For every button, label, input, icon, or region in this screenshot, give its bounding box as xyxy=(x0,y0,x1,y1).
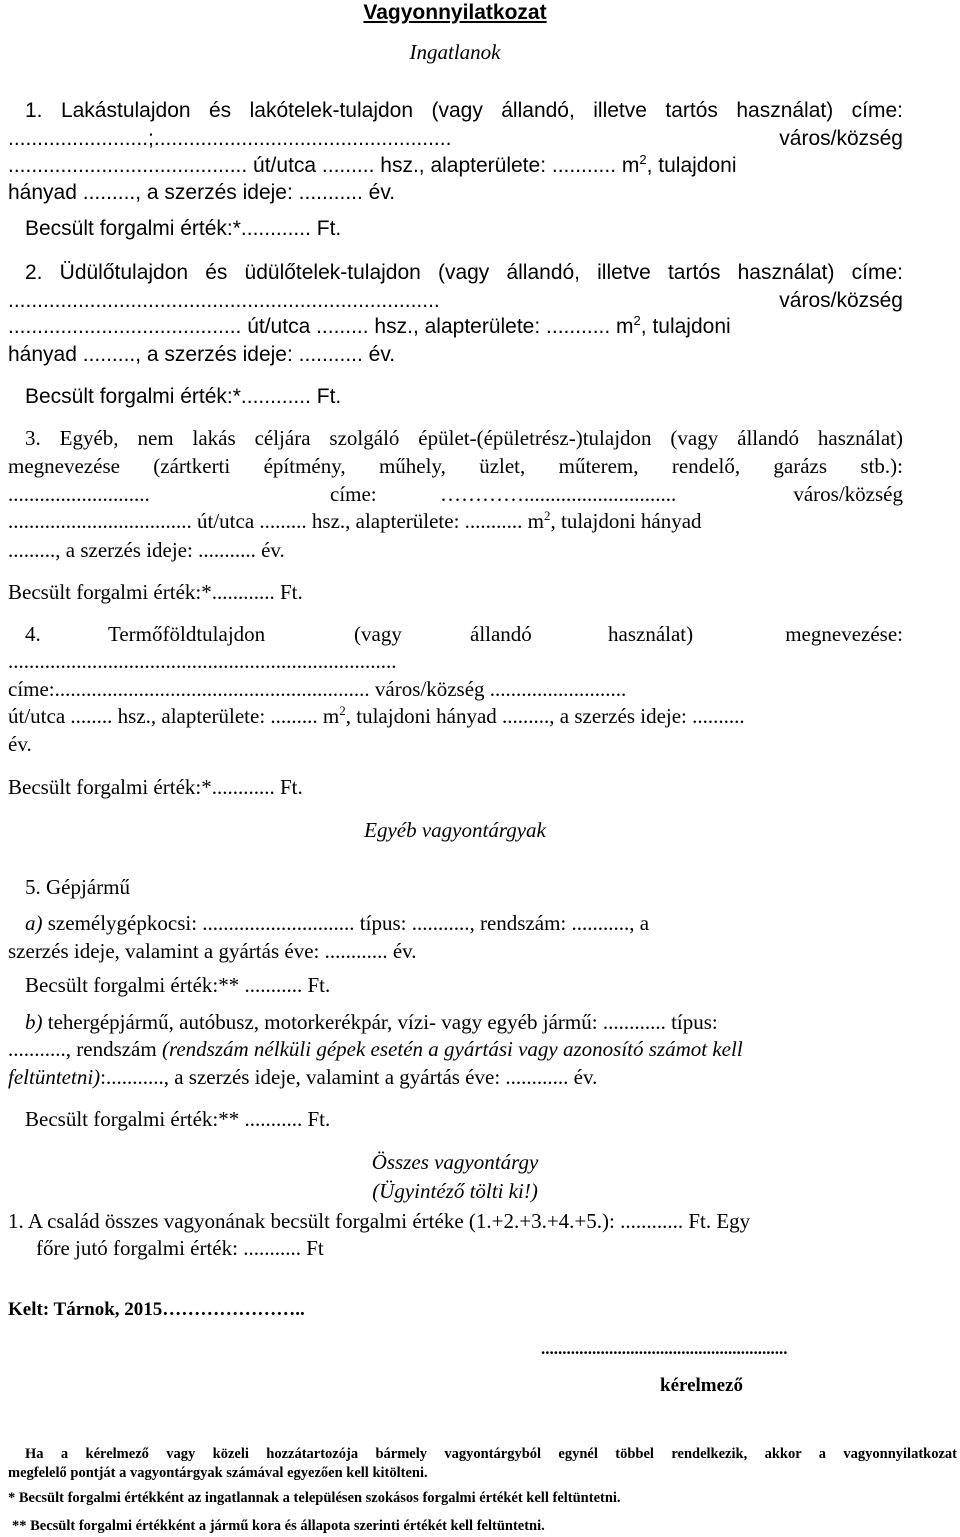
section-title-other-assets: Egyéb vagyontárgyak xyxy=(364,818,546,842)
item3-line1: 3. Egyéb, nem lakás céljára szolgáló épület-(épületrész-)tulajdon (vagy állandó használat) xyxy=(25,426,903,450)
item1-line1: 1. Lakástulajdon és lakótelek-tulajdon (vagy állandó, illetve tartós használat) címe: xyxy=(25,99,903,122)
item5-a-line1: a) személygépkocsi: ............................. típus: ..........., rendszám: ..........., a xyxy=(25,911,650,935)
item5-b-line2: ..........., rendszám (rendszám nélküli gépek esetén a gyártási vagy azonosító számot kell xyxy=(8,1037,743,1061)
item2-line2-city: város/község xyxy=(779,289,903,312)
item2-line1: 2. Üdülőtulajdon és üdülőtelek-tulajdon (vagy állandó, illetve tartós használat) címe: xyxy=(25,261,903,284)
summary-line1: 1. A család összes vagyonának becsült forgalmi értéke (1.+2.+3.+4.+5.): ............ Ft. Egy xyxy=(8,1209,751,1233)
item1-value: Becsült forgalmi érték:*............ Ft. xyxy=(25,217,342,240)
item3-line3-dots: ........................... xyxy=(8,482,150,506)
item3-line3-address-label: címe: xyxy=(330,482,377,506)
item4-word1: Termőföldtulajdon xyxy=(108,622,266,646)
item4-line3: címe:............................................................ város/község .......................... xyxy=(8,677,627,701)
signature-dots: .......................................................... xyxy=(541,1339,788,1358)
section-title-real-estate: Ingatlanok xyxy=(409,40,501,64)
summary-line2: főre jutó forgalmi érték: ........... Ft xyxy=(36,1236,324,1260)
item1-line2-city: város/község xyxy=(779,127,903,150)
item1-line2-dots: ........................;................................................... xyxy=(8,127,452,150)
item2-line4: hányad ........., a szerzés ideje: ........... év. xyxy=(8,343,396,366)
signature-label: kérelmező xyxy=(660,1375,743,1396)
item4-line4: út/utca ........ hsz., alapterülete: ......... $m^2$, tulajdoni hányad ........., a szerzés ideje: .......... xyxy=(8,703,745,728)
item5-b-line1: b) tehergépjármű, autóbusz, motorkerékpár, vízi- vagy egyéb jármű: ............ típus: xyxy=(25,1010,718,1034)
item4-word4: használat) xyxy=(608,622,694,646)
item1-line3: ......................................... út/utca ......... hsz., alapterülete: ........... $m^2$, tulajdoni xyxy=(8,152,737,177)
item4-word5: megnevezése: xyxy=(785,622,903,646)
item2-line2-dots: .......................................................................... xyxy=(8,289,440,312)
summary-subtitle: (Ügyintéző tölti ki!) xyxy=(372,1179,538,1203)
footnote-3: ** Becsült forgalmi értékként a jármű kora és állapota szerinti értékét kell feltüntetni. xyxy=(12,1518,545,1534)
item3-line4: ................................... út/utca ......... hsz., alapterülete: ........... $m^2$, tulajdoni hányad xyxy=(8,508,702,533)
footnote-1-line1: Ha a kérelmező vagy közeli hozzátartozója bármely vagyontárgyból egynél többel rendelkezik, akkor a vagyonnyilatkozat xyxy=(25,1446,957,1462)
item3-line3-address-dots: …………............................. xyxy=(440,482,677,506)
item3-line2: megnevezése (zártkerti építmény, műhely, üzlet, műterem, rendelő, garázs stb.): xyxy=(8,454,903,478)
item4-word3: állandó xyxy=(470,622,532,646)
footnote-2: * Becsült forgalmi értékként az ingatlannak a településen szokásos forgalmi értékét kell feltüntetni. xyxy=(8,1490,621,1506)
item3-line5: ........., a szerzés ideje: ........... év. xyxy=(8,538,285,562)
item5-a-line2: szerzés ideje, valamint a gyártás éve: ............ év. xyxy=(8,939,417,963)
item4-word2: (vagy xyxy=(354,622,402,646)
item3-value: Becsült forgalmi érték:*............ Ft. xyxy=(8,580,303,604)
item1-line4: hányad ........., a szerzés ideje: ........... év. xyxy=(8,181,396,204)
item5-heading: 5. Gépjármű xyxy=(25,875,130,899)
item4-line5: év. xyxy=(8,732,32,756)
item2-line3: ........................................ út/utca ......... hsz., alapterülete: ........... $m^2$, tulajdoni xyxy=(8,313,731,338)
item4-value: Becsült forgalmi érték:*............ Ft. xyxy=(8,775,303,799)
page-title: Vagyonnyilatkozat xyxy=(363,1,547,24)
summary-title: Összes vagyontárgy xyxy=(371,1150,539,1174)
footnote-1-line2: megfelelő pontját a vagyontárgyak számával egyezően kell kitölteni. xyxy=(8,1465,428,1481)
item5-b-value: Becsült forgalmi érték:** ........... Ft. xyxy=(25,1107,331,1131)
item3-line3-city: város/község xyxy=(793,482,903,506)
item5-b-line3: feltüntetni):..........., a szerzés ideje, valamint a gyártás éve: ............ év. xyxy=(8,1065,598,1089)
item2-value: Becsült forgalmi érték:*............ Ft. xyxy=(25,385,342,408)
item4-number: 4. xyxy=(25,622,41,646)
date-line: Kelt: Tárnok, 2015………………….. xyxy=(8,1299,305,1320)
item4-line2: .......................................................................... xyxy=(8,649,397,673)
item5-a-value: Becsült forgalmi érték:** ........... Ft. xyxy=(25,973,331,997)
